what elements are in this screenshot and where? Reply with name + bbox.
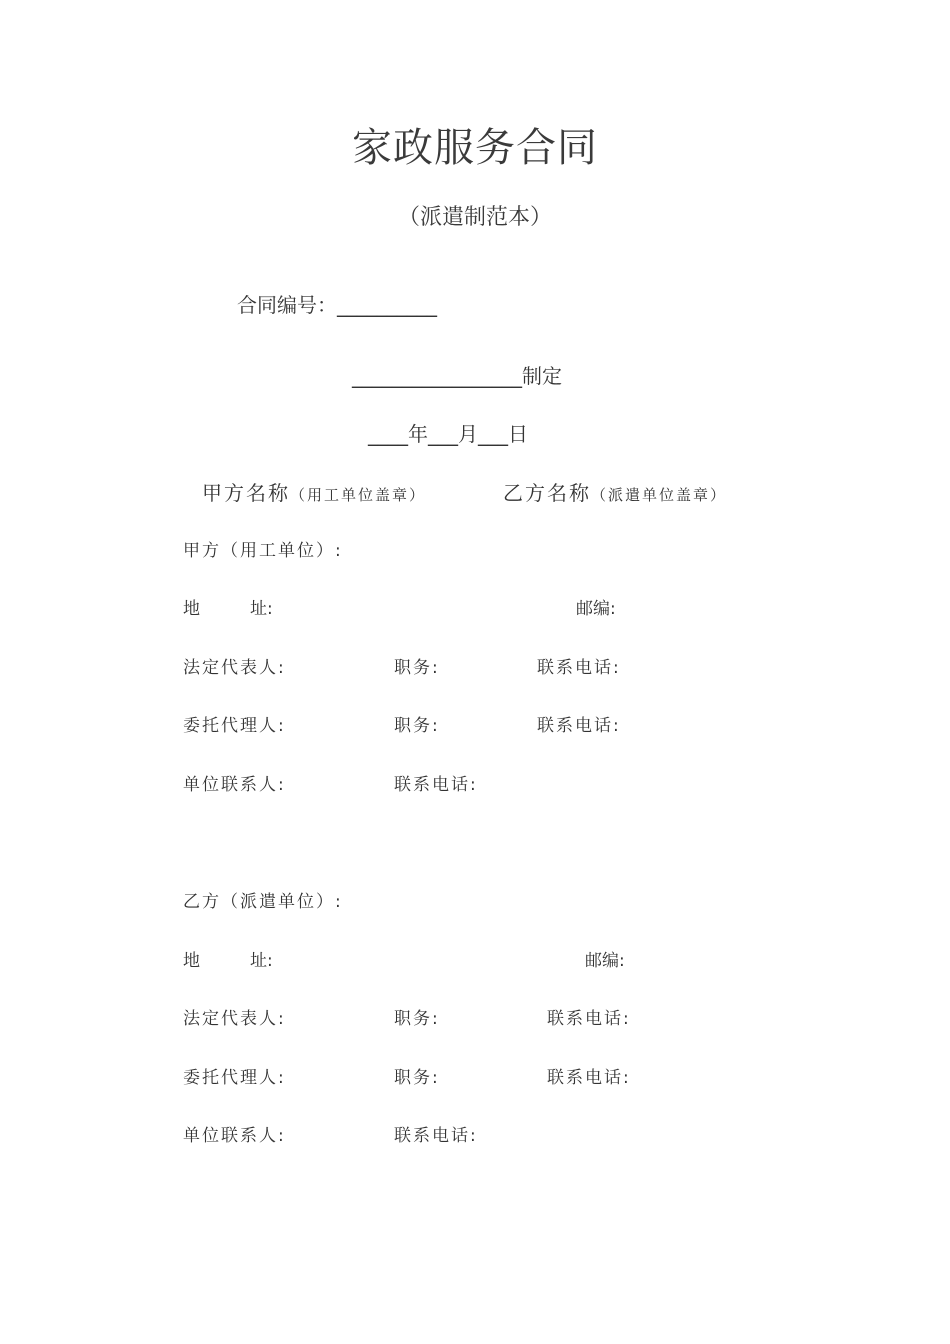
- party-b-name-note: （派遣单位盖章）: [591, 486, 728, 504]
- party-b-agent-phone-label: 联系电话:: [547, 1068, 631, 1088]
- party-a-contact-label: 单位联系人:: [183, 775, 286, 795]
- party-b-address-label-1: 地: [183, 951, 200, 971]
- party-a-name-row: [202, 483, 426, 503]
- contract-number-field: [237, 295, 437, 315]
- party-a-legal-rep-label: 法定代表人:: [183, 658, 286, 678]
- party-b-contact-label: 单位联系人:: [183, 1126, 286, 1146]
- contract-number-label: 合同编号：: [237, 293, 337, 317]
- date-line: ____年___月___日: [368, 422, 528, 446]
- party-b-agent-label: 委托代理人:: [183, 1068, 286, 1088]
- party-a-contact-phone-label: 联系电话:: [394, 775, 478, 795]
- party-a-agent-title-label: 职务:: [394, 716, 440, 736]
- party-a-postcode-label: 邮编:: [576, 599, 616, 619]
- maker-suffix: 制定: [522, 364, 562, 388]
- maker-line: [352, 366, 562, 386]
- party-b-contact-phone-label: 联系电话:: [394, 1126, 478, 1146]
- party-a-name-label: 甲方名称: [202, 481, 290, 505]
- contract-number-blank: __________: [337, 293, 437, 317]
- party-a-name-note: （用工单位盖章）: [290, 486, 427, 504]
- party-b-name-label: 乙方名称: [503, 481, 591, 505]
- party-a-agent-label: 委托代理人:: [183, 716, 286, 736]
- party-a-legal-rep-title-label: 职务:: [394, 658, 440, 678]
- party-a-agent-phone-label: 联系电话:: [537, 716, 621, 736]
- party-b-legal-rep-title-label: 职务:: [394, 1009, 440, 1029]
- party-b-agent-title-label: 职务:: [394, 1068, 440, 1088]
- maker-blank: _________________: [352, 364, 522, 388]
- party-b-postcode-label: 邮编:: [585, 951, 625, 971]
- document-subtitle: （派遣制范本）: [397, 205, 552, 230]
- party-b-legal-rep-label: 法定代表人:: [183, 1009, 286, 1029]
- party-b-address-label-2: 址:: [250, 951, 273, 971]
- party-b-heading: 乙方（派遣单位）:: [183, 892, 343, 912]
- party-a-legal-rep-phone-label: 联系电话:: [537, 658, 621, 678]
- party-a-address-label-2: 址:: [250, 599, 273, 619]
- document-title: 家政服务合同: [352, 125, 598, 171]
- party-b-name-row: [503, 483, 727, 503]
- party-b-legal-rep-phone-label: 联系电话:: [547, 1009, 631, 1029]
- party-a-address-label-1: 地: [183, 599, 200, 619]
- party-a-heading: 甲方（用工单位）:: [183, 541, 343, 561]
